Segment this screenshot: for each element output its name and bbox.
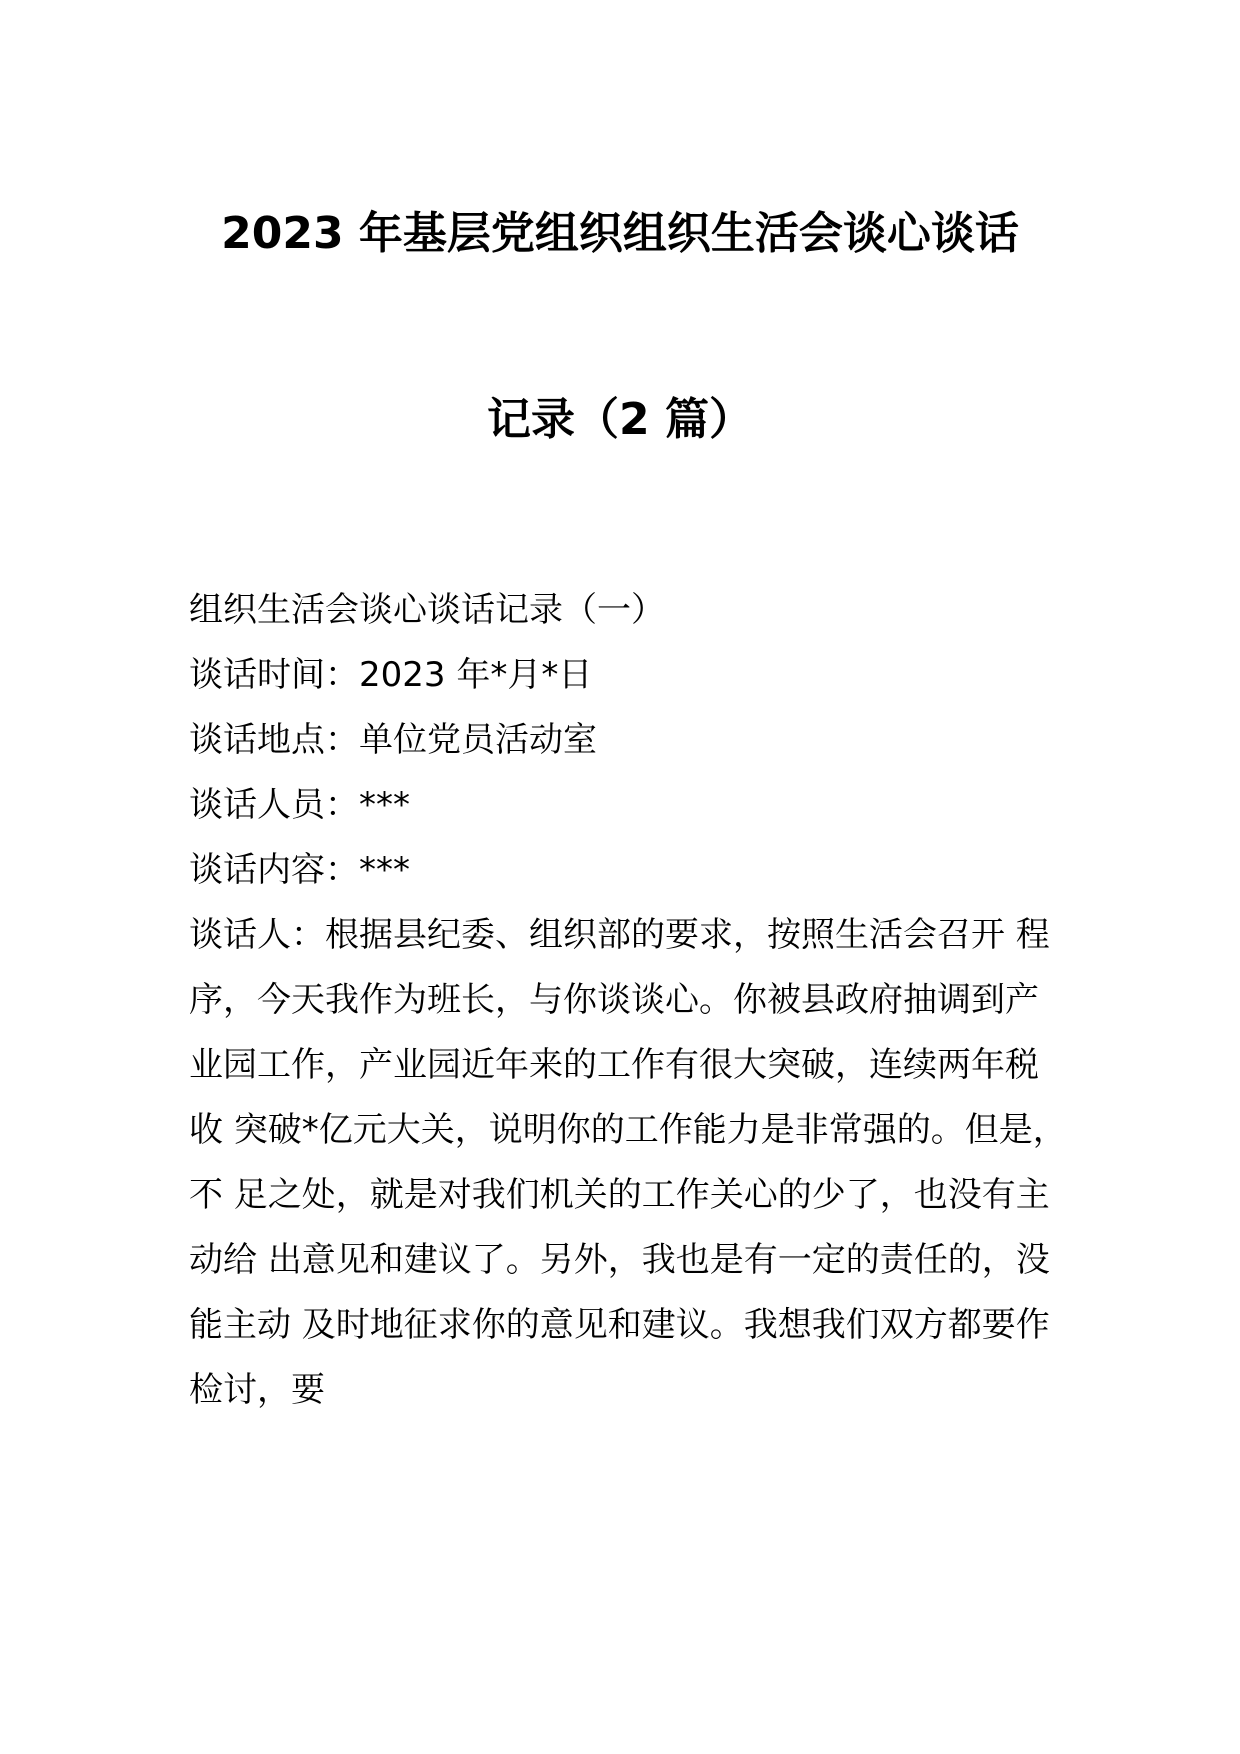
body-line: 能主动 及时地征求你的意见和建议。我想我们双方都要作 <box>189 1305 1050 1345</box>
document-title-line-2: 记录（2 篇） <box>487 394 753 445</box>
talk-time: 谈话时间：2023 年*月*日 <box>189 655 593 695</box>
body-line: 不 足之处，就是对我们机关的工作关心的少了，也没有主 <box>189 1175 1050 1215</box>
document-body <box>189 578 1067 1423</box>
talk-persons: 谈话人员：*** <box>189 785 410 825</box>
body-line: 序，今天我作为班长，与你谈谈心。你被县政府抽调到产 <box>189 980 1039 1020</box>
talk-content: 谈话内容：*** <box>189 850 410 890</box>
body-line: 谈话人：根据县纪委、组织部的要求，按照生活会召开 程 <box>189 915 1050 955</box>
body-line: 检讨，要 <box>189 1370 325 1410</box>
body-line: 业园工作，产业园近年来的工作有很大突破，连续两年税 <box>189 1045 1039 1085</box>
body-line: 动给 出意见和建议了。另外，我也是有一定的责任的，没 <box>189 1240 1050 1280</box>
section-heading: 组织生活会谈心谈话记录（一） <box>189 590 665 630</box>
talk-place: 谈话地点：单位党员活动室 <box>189 720 597 760</box>
document-title-line-1: 2023 年基层党组织组织生活会谈心谈话 <box>221 208 1019 259</box>
body-line: 收 突破*亿元大关，说明你的工作能力是非常强的。但是， <box>189 1110 1067 1150</box>
